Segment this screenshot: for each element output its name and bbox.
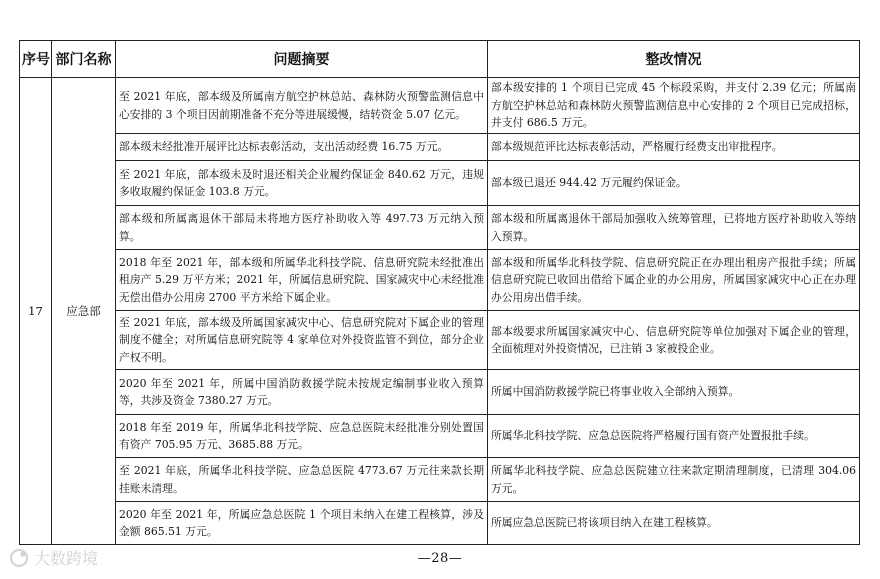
table-row [20,78,860,134]
fix-cell: 所属中国消防救援学院已将事业收入全部纳入预算。 [488,370,860,415]
dept-cell: 应急部 [52,78,116,545]
issue-cell: 至 2021 年底，所属华北科技学院、应急总医院 4773.67 万元往来款长期挂账未清理。 [116,458,488,502]
watermark-text: 大数跨境 [34,549,99,568]
watermark [8,546,98,569]
table-row [20,311,860,370]
fix-cell: 部本级安排的 1 个项目已完成 45 个标段采购，并支付 2.39 亿元；所属南方航空护林总站和森林防火预警监测信息中心安排的 2 个项目已完成招标，并支付 686.5 万元。 [488,78,860,134]
issue-cell: 至 2021 年底，部本级及所属国家减灾中心、信息研究院对下属企业的管理制度不健全；对所属信息研究院等 4 家单位对外投资监管不到位，部分企业产权不明。 [116,311,488,370]
table-row [20,502,860,545]
issue-cell: 2020 年至 2021 年，所属中国消防救援学院未按规定编制事业收入预算等，共涉及资金 7380.27 万元。 [116,370,488,415]
table-row [20,415,860,458]
fix-cell: 部本级和所属华北科技学院、信息研究院正在办理出租房产报批手续；所属信息研究院已收回出借给下属企业的办公用房，所属国家减灾中心正在办理办公用房出借手续。 [488,250,860,311]
header-fix: 整改情况 [488,41,860,78]
fix-cell: 所属应急总医院已将该项目纳入在建工程核算。 [488,502,860,545]
table-row [20,458,860,502]
fix-cell: 部本级要求所属国家减灾中心、信息研究院等单位加强对下属企业的管理，全面梳理对外投资情况，已注销 3 家被投企业。 [488,311,860,370]
table-row [20,250,860,311]
table-row [20,161,860,206]
watermark-logo-icon [8,547,30,569]
issue-cell: 2020 年至 2021 年，所属应急总医院 1 个项目未纳入在建工程核算，涉及金额 865.51 万元。 [116,502,488,545]
table-row [20,206,860,250]
fix-cell: 部本级规范评比达标表彰活动，严格履行经费支出审批程序。 [488,134,860,161]
table-header-row [20,41,860,78]
table-row [20,134,860,161]
issue-cell: 2018 年至 2021 年，部本级和所属华北科技学院、信息研究院未经批准出租房产 5.29 万平方米；2021 年，所属信息研究院、国家减灾中心未经批准无偿出借办公用房 2700 平方米给下属企业。 [116,250,488,311]
audit-rectification-table [19,40,860,545]
issue-cell: 至 2021 年底，部本级未及时退还相关企业履约保证金 840.62 万元，违规多收取履约保证金 103.8 万元。 [116,161,488,206]
issue-cell: 部本级和所属离退休干部局未将地方医疗补助收入等 497.73 万元纳入预算。 [116,206,488,250]
fix-cell: 所属华北科技学院、应急总医院将严格履行国有资产处置报批手续。 [488,415,860,458]
issue-cell: 部本级未经批准开展评比达标表彰活动，支出活动经费 16.75 万元。 [116,134,488,161]
issue-cell: 至 2021 年底，部本级及所属南方航空护林总站、森林防火预警监测信息中心安排的 3 个项目因前期准备不充分等进展缓慢，结转资金 5.07 亿元。 [116,78,488,134]
table-row [20,370,860,415]
fix-cell: 部本级和所属离退休干部局加强收入统筹管理，已将地方医疗补助收入等纳入预算。 [488,206,860,250]
seq-cell: 17 [20,78,52,545]
page-number: —28— [417,551,463,566]
header-seq: 序号 [20,41,52,78]
fix-cell: 部本级已退还 944.42 万元履约保证金。 [488,161,860,206]
header-dept: 部门名称 [52,41,116,78]
header-issue: 问题摘要 [116,41,488,78]
issue-cell: 2018 年至 2019 年，所属华北科技学院、应急总医院未经批准分别处置国有资产 705.95 万元、3685.88 万元。 [116,415,488,458]
fix-cell: 所属华北科技学院、应急总医院建立往来款定期清理制度，已清理 304.06 万元。 [488,458,860,502]
